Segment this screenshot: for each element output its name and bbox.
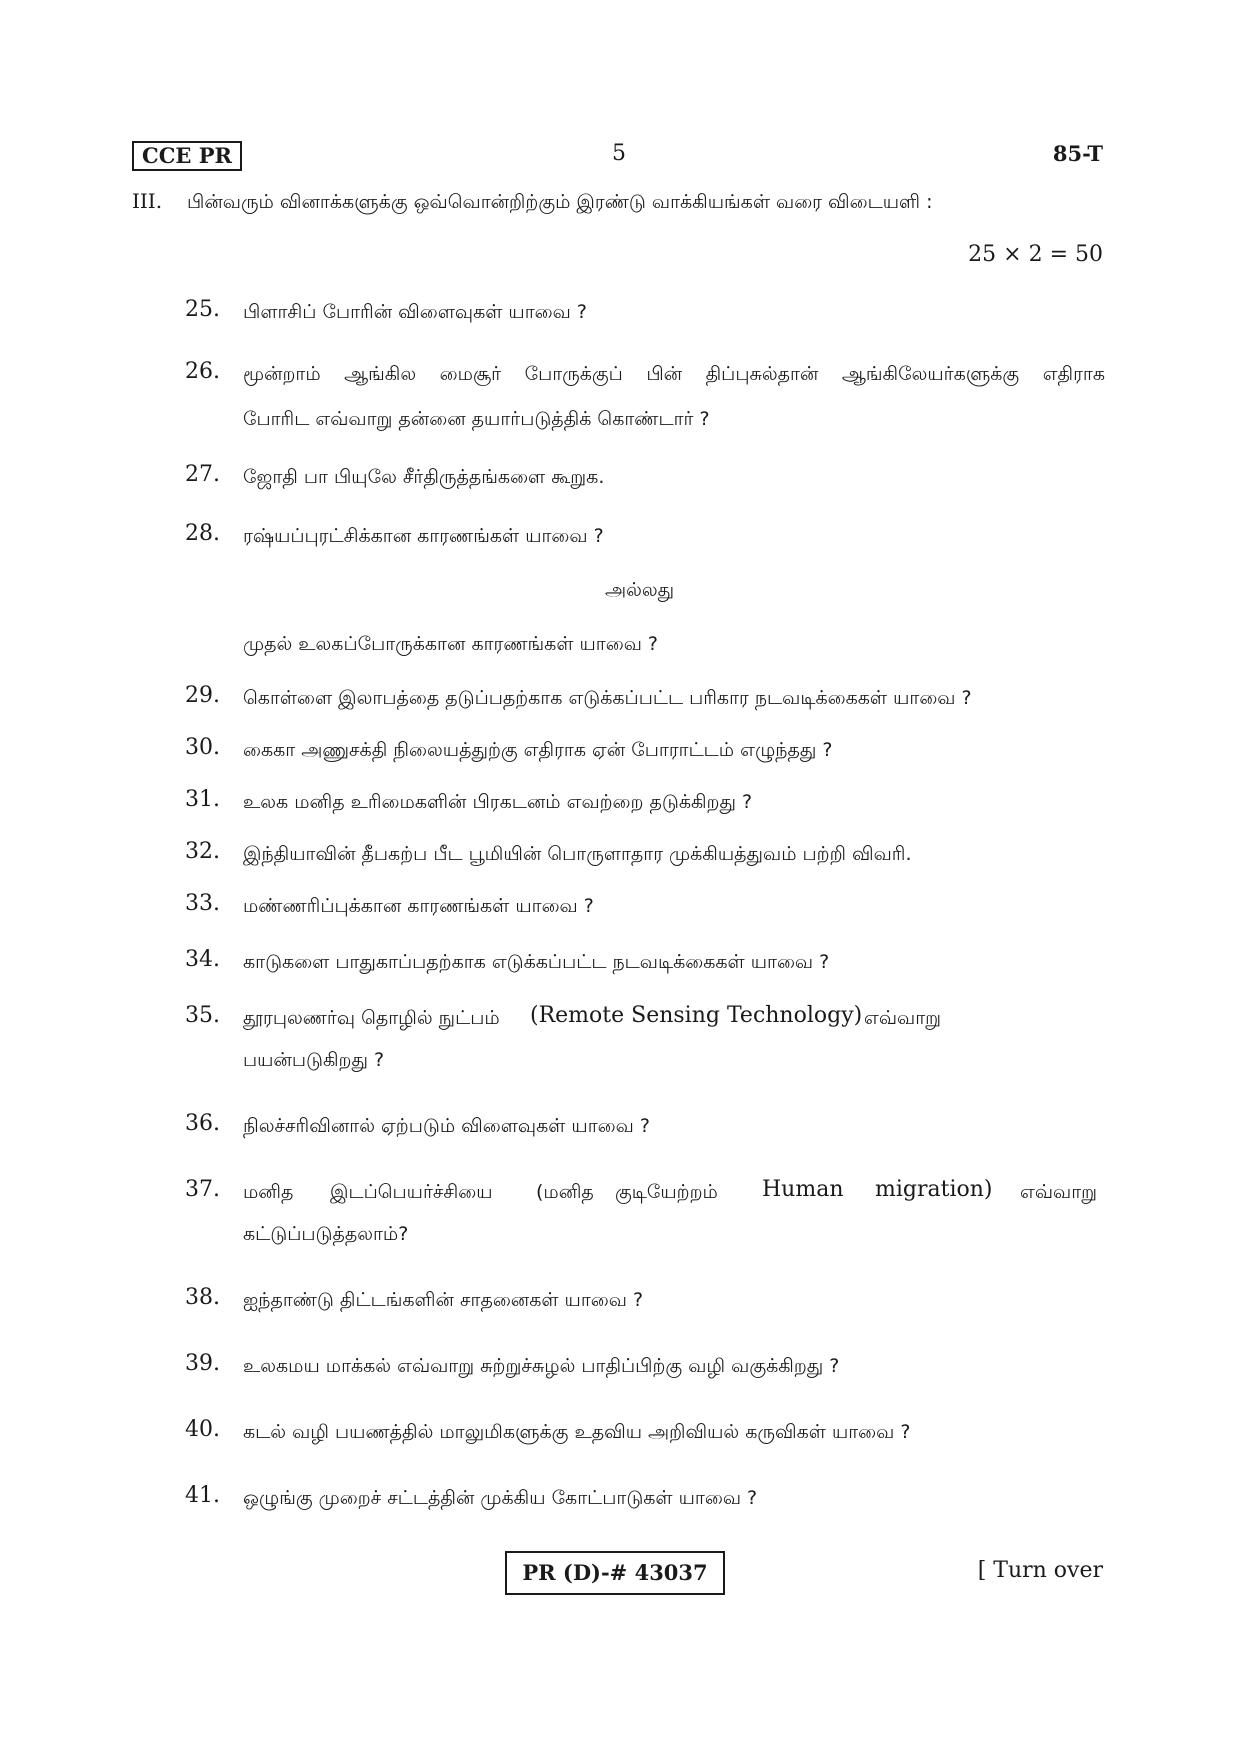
- question-text-line2: போரிட எவ்வாறு தன்னை தயார்படுத்திக் கொண்டார் ?: [243, 408, 710, 430]
- question-number: 40.: [185, 1417, 220, 1442]
- question-number: 32.: [185, 839, 220, 864]
- question-number: 29.: [185, 683, 220, 708]
- footer-code-box: PR (D)-# 43037: [505, 1551, 725, 1595]
- question-text: நிலச்சரிவினால் ஏற்படும் விளைவுகள் யாவை ?: [243, 1115, 650, 1137]
- question-number: 36.: [185, 1111, 220, 1136]
- question-text: பிளாசிப் போரின் விளைவுகள் யாவை ?: [243, 301, 587, 323]
- question-text: காடுகளை பாதுகாப்பதற்காக எடுக்கப்பட்ட நடவடிக்கைகள் யாவை ?: [243, 951, 830, 973]
- question-text: உலகமய மாக்கல் எவ்வாறு சுற்றுச்சுழல் பாதிப்பிற்கு வழி வகுக்கிறது ?: [243, 1355, 840, 1377]
- section-instruction: பின்வரும் வினாக்களுக்கு ஒவ்வொன்றிற்கும் இரண்டு வாக்கியங்கள் வரை விடையளி :: [187, 191, 933, 213]
- question-text-line2: பயன்படுகிறது ?: [243, 1049, 385, 1071]
- header-code: CCE PR: [132, 141, 242, 171]
- question-text-line1c: எவ்வாறு: [864, 1007, 942, 1029]
- question-number: 26.: [185, 359, 220, 384]
- paper-code: 85-T: [1052, 141, 1103, 166]
- question-text: கடல் வழி பயணத்தில் மாலுமிகளுக்கு உதவிய அறிவியல் கருவிகள் யாவை ?: [243, 1421, 911, 1443]
- question-text: மண்ணரிப்புக்கான காரணங்கள் யாவை ?: [243, 895, 594, 917]
- question-text-line1: மூன்றாம் ஆங்கில மைசூர் போருக்குப் பின் திப்புசுல்தான் ஆங்கிலேயர்களுக்கு எதிராக: [243, 363, 1105, 385]
- question-number: 35.: [185, 1003, 220, 1028]
- question-text: இந்தியாவின் தீபகற்ப பீட பூமியின் பொருளாதார முக்கியத்துவம் பற்றி விவரி.: [243, 843, 912, 865]
- question-text: உலக மனித உரிமைகளின் பிரகடனம் எவற்றை தடுக்கிறது ?: [243, 791, 753, 813]
- page-number: 5: [612, 141, 626, 166]
- question-word: இடப்பெயர்ச்சியை: [330, 1181, 493, 1203]
- question-number: 38.: [185, 1285, 220, 1310]
- question-number: 25.: [185, 297, 220, 322]
- or-separator: அல்லது: [605, 579, 675, 601]
- question-number: 33.: [185, 891, 220, 916]
- question-number: 34.: [185, 947, 220, 972]
- section-roman: III.: [132, 189, 163, 213]
- question-number: 27.: [185, 462, 220, 487]
- section-marks: 25 × 2 = 50: [968, 242, 1103, 267]
- question-text: ஜோதி பா பியுலே சீர்திருத்தங்களை கூறுக.: [243, 466, 605, 488]
- question-text: ரஷ்யப்புரட்சிக்கான காரணங்கள் யாவை ?: [243, 525, 604, 547]
- question-word: எவ்வாறு: [1020, 1181, 1098, 1203]
- question-text: கைகா அணுசக்தி நிலையத்துற்கு எதிராக ஏன் போராட்டம் எழுந்தது ?: [243, 739, 833, 761]
- question-alt-text: முதல் உலகப்போருக்கான காரணங்கள் யாவை ?: [243, 633, 659, 655]
- question-number: 41.: [185, 1483, 220, 1508]
- question-word: (மனித: [536, 1181, 594, 1203]
- question-text-line1b: (Remote Sensing Technology): [530, 1003, 863, 1028]
- turn-over-label: [ Turn over: [977, 1558, 1103, 1583]
- question-word: Human: [762, 1177, 844, 1202]
- question-word: மனித: [243, 1181, 294, 1203]
- question-number: 30.: [185, 735, 220, 760]
- question-word: குடியேற்றம்: [615, 1181, 718, 1203]
- question-number: 37.: [185, 1177, 220, 1202]
- question-text: ஒழுங்கு முறைச் சட்டத்தின் முக்கிய கோட்பாடுகள் யாவை ?: [243, 1487, 758, 1509]
- question-number: 28.: [185, 521, 220, 546]
- question-word: migration): [875, 1177, 993, 1202]
- question-text-line1a: தூரபுலணர்வு தொழில் நுட்பம்: [243, 1007, 500, 1029]
- question-text-line2: கட்டுப்படுத்தலாம்?: [243, 1223, 409, 1245]
- question-text: ஐந்தாண்டு திட்டங்களின் சாதனைகள் யாவை ?: [243, 1289, 644, 1311]
- question-number: 31.: [185, 787, 220, 812]
- question-text: கொள்ளை இலாபத்தை தடுப்பதற்காக எடுக்கப்பட்ட பரிகார நடவடிக்கைகள் யாவை ?: [243, 687, 972, 709]
- question-number: 39.: [185, 1351, 220, 1376]
